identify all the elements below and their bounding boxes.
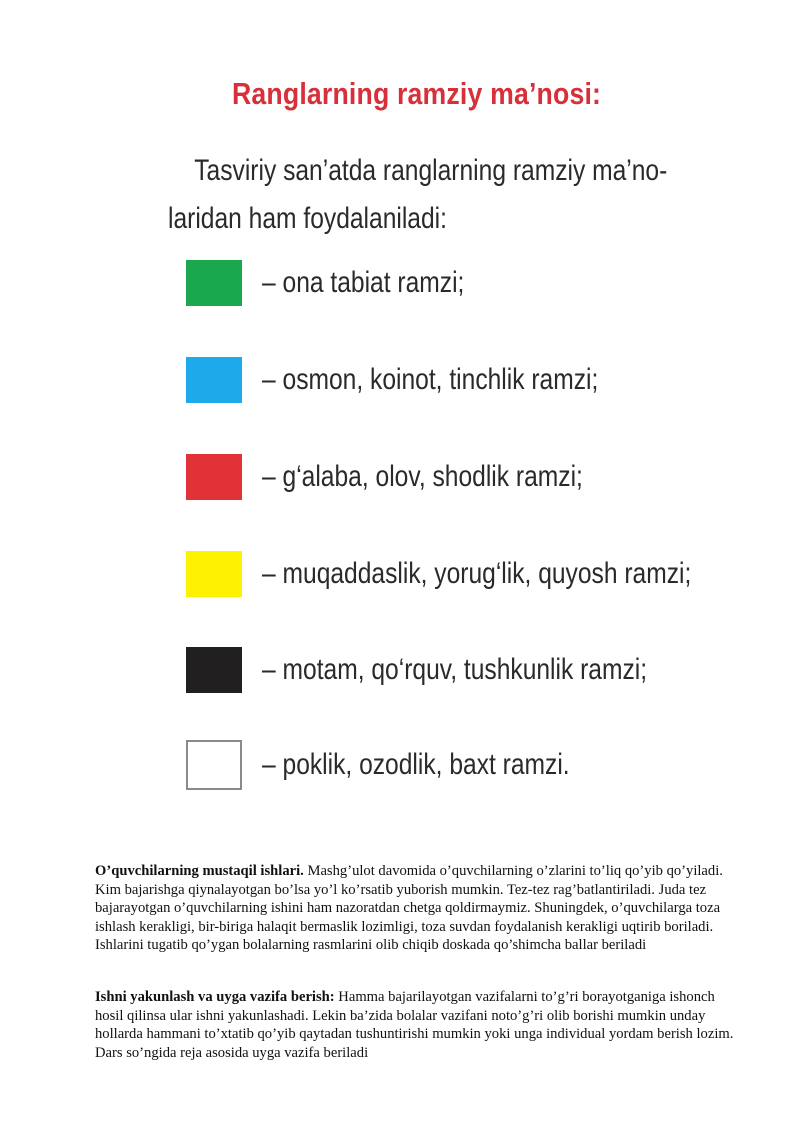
color-swatch-blue	[186, 357, 242, 403]
color-swatch-green	[186, 260, 242, 306]
color-swatch-white	[186, 740, 242, 790]
paragraph-independent-work	[95, 862, 735, 955]
legend-item-white	[186, 741, 746, 789]
paragraph-text: Mashg’ulot davomida o’quvchilarning o’zlarini to’liq qo’yib qo’yiladi. Kim bajarishga qiynalayotgan bo’lsa yo’l ko’rsatib yuborish mumkin. Tez-tez rag’batlantiriladi. Juda tez bajarayotgan o’quvchilarning ishini ham nazoratdan chetga qoldirmaymiz. Shuningdek, o’quvchilarga toza ishlash kerakligi, bir-biriga halaqit bermaslik lozimligi, toza suvdan foydalanish kerakligi uqtirib boriladi. Ishlarini tugatib qo’ygan bolalarning rasmlarini olib chiqib doskada qo’shimcha ballar beriladi	[95, 863, 723, 954]
color-swatch-black	[186, 647, 242, 693]
paragraph-text: Hamma bajarilayotgan vazifalarni to’g’ri borayotganiga ishonch hosil qilinsa ular ishni yakunlashadi. Lekin ba’zida bolalar vazifani noto’g’ri olib borishi mumkin unday hollarda hammani to’xtatib qo’yib qaytadan tushuntirishi mumkin yoki unga individual yordam berish lozim. Dars so’ngida reja asosida uyga vazifa beriladi	[95, 989, 734, 1061]
paragraph-homework	[95, 988, 735, 1062]
legend-label: – g‘alaba, olov, shodlik ramzi;	[262, 460, 583, 493]
figure-intro	[168, 147, 668, 243]
intro-line-1: Tasviriy san’atda ranglarning ramziy ma’no-	[194, 154, 668, 187]
color-swatch-red	[186, 454, 242, 500]
legend-item-black	[186, 646, 746, 694]
legend-item-blue	[186, 356, 746, 404]
paragraph-heading: Ishni yakunlash va uyga vazifa berish:	[95, 989, 335, 1005]
paragraph-heading: O’quvchilarning mustaqil ishlari.	[95, 863, 304, 879]
legend-label: – ona tabiat ramzi;	[262, 266, 465, 299]
legend-item-yellow	[186, 550, 746, 598]
color-swatch-yellow	[186, 551, 242, 597]
legend-label: – motam, qo‘rquv, tushkunlik ramzi;	[262, 653, 648, 686]
legend-item-green	[186, 259, 746, 307]
intro-line-2: laridan ham foydalaniladi:	[168, 202, 447, 235]
legend-label: – osmon, koinot, tinchlik ramzi;	[262, 363, 599, 396]
figure-title: Ranglarning ramziy ma’nosi:	[232, 76, 602, 111]
legend-item-red	[186, 453, 746, 501]
legend-label: – poklik, ozodlik, baxt ramzi.	[262, 748, 570, 781]
legend-label: – muqaddaslik, yorug‘lik, quyosh ramzi;	[262, 557, 692, 590]
